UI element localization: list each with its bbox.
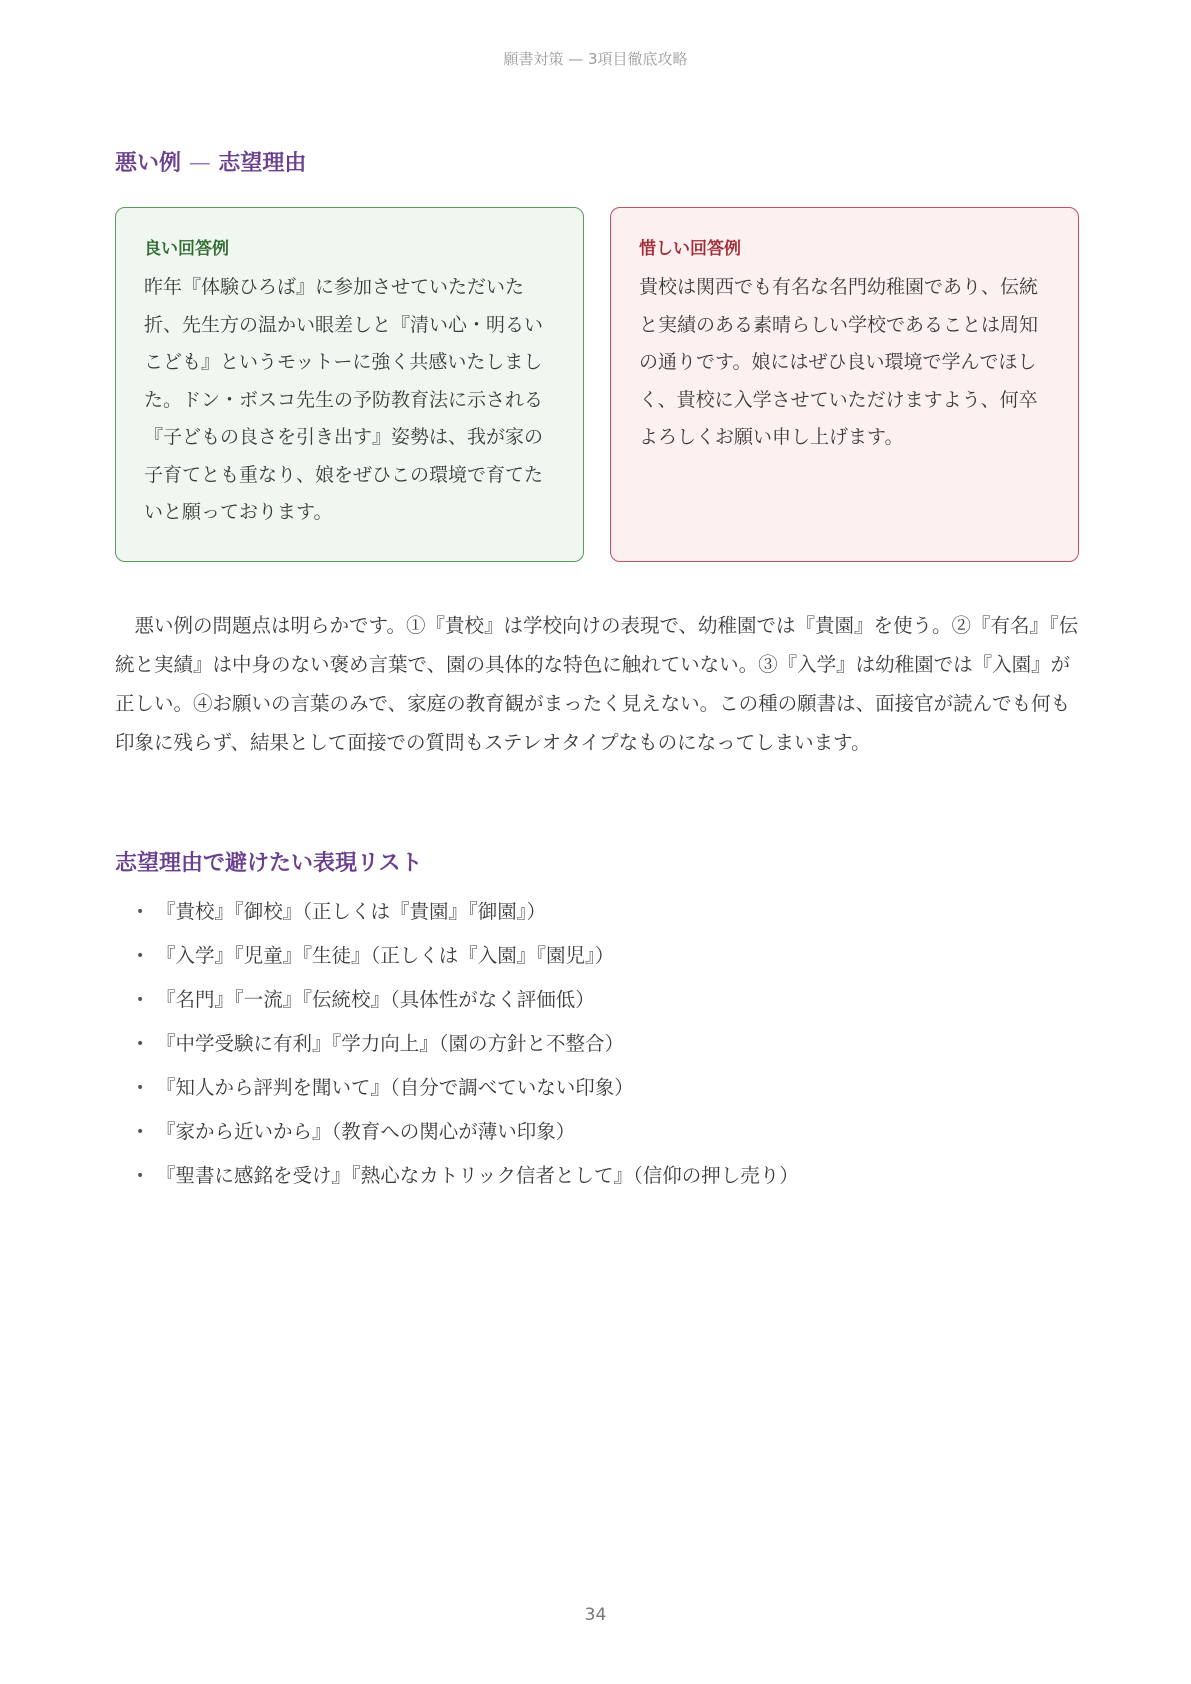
list-item-text: 『貴校』『御校』（正しくは『貴園』『御園』） — [156, 900, 547, 923]
section-heading-bad-example — [115, 146, 306, 177]
bullet-icon: • — [136, 1036, 145, 1052]
bad-example-card — [610, 207, 1079, 562]
list-item — [136, 1066, 1076, 1110]
running-header: 願書対策 — 3項目徹底攻略 — [503, 50, 688, 68]
section-heading-dash: — — [188, 151, 211, 176]
good-example-text: 昨年『体験ひろば』に参加させていただいた折、先生方の温かい眼差しと『清い心・明るいこども』というモットーに強く共感いたしました。ドン・ボスコ先生の予防教育法に示される『子どもの良さを引き出す』姿勢は、我が家の子育てとも重なり、娘をぜひこの環境で育てたいと願っております。 — [144, 276, 544, 523]
list-item — [136, 1154, 1076, 1198]
list-item-text: 『名門』『一流』『伝統校』（具体性がなく評価低） — [156, 988, 595, 1011]
section-heading-sub: 志望理由 — [218, 151, 307, 176]
list-item — [136, 1022, 1076, 1066]
bullet-icon: • — [136, 1168, 145, 1184]
list-item-text: 『中学受験に有利』『学力向上』（園の方針と不整合） — [156, 1032, 625, 1055]
good-example-card — [115, 207, 584, 562]
bad-example-label: 惜しい回答例 — [639, 239, 741, 259]
list-item — [136, 1110, 1076, 1154]
section-heading-main: 悪い例 — [115, 151, 182, 176]
list-item — [136, 978, 1076, 1022]
bullet-icon: • — [136, 992, 145, 1008]
section-heading-avoid-list: 志望理由で避けたい表現リスト — [115, 851, 423, 876]
bad-example-text: 貴校は関西でも有名な名門幼稚園であり、伝統と実績のある素晴らしい学校であることは周知の通りです。娘にはぜひ良い環境で学んでほしく、貴校に入学させていただけますよう、何卒よろしくお願い申し上げます。 — [639, 276, 1039, 448]
bullet-icon: • — [136, 904, 145, 920]
list-item-text: 『家から近いから』（教育への関心が薄い印象） — [156, 1120, 576, 1143]
analysis-paragraph: 悪い例の問題点は明らかです。①『貴校』は学校向けの表現で、幼稚園では『貴園』を使う。②『有名』『伝統と実績』は中身のない褒め言葉で、園の具体的な特色に触れていない。③『入学』は幼稚園では『入園』が正しい。④お願いの言葉のみで、家庭の教育観がまったく見えない。この種の願書は、面接官が読んでも何も印象に残らず、結果として面接での質問もステレオタイプなものになってしまいます。 — [115, 614, 1079, 754]
list-item — [136, 890, 1076, 934]
list-item-text: 『知人から評判を聞いて』（自分で調べていない印象） — [156, 1076, 634, 1099]
bullet-icon: • — [136, 1124, 145, 1140]
avoid-expressions-list — [136, 890, 1076, 1198]
list-item — [136, 934, 1076, 978]
list-item-text: 『入学』『児童』『生徒』（正しくは『入園』『園児』） — [156, 944, 615, 967]
bullet-icon: • — [136, 1080, 145, 1096]
good-example-label: 良い回答例 — [144, 239, 229, 259]
bullet-icon: • — [136, 948, 145, 964]
page-number: 34 — [584, 1605, 607, 1625]
list-item-text: 『聖書に感銘を受け』『熱心なカトリック信者として』（信仰の押し売り） — [156, 1164, 799, 1187]
